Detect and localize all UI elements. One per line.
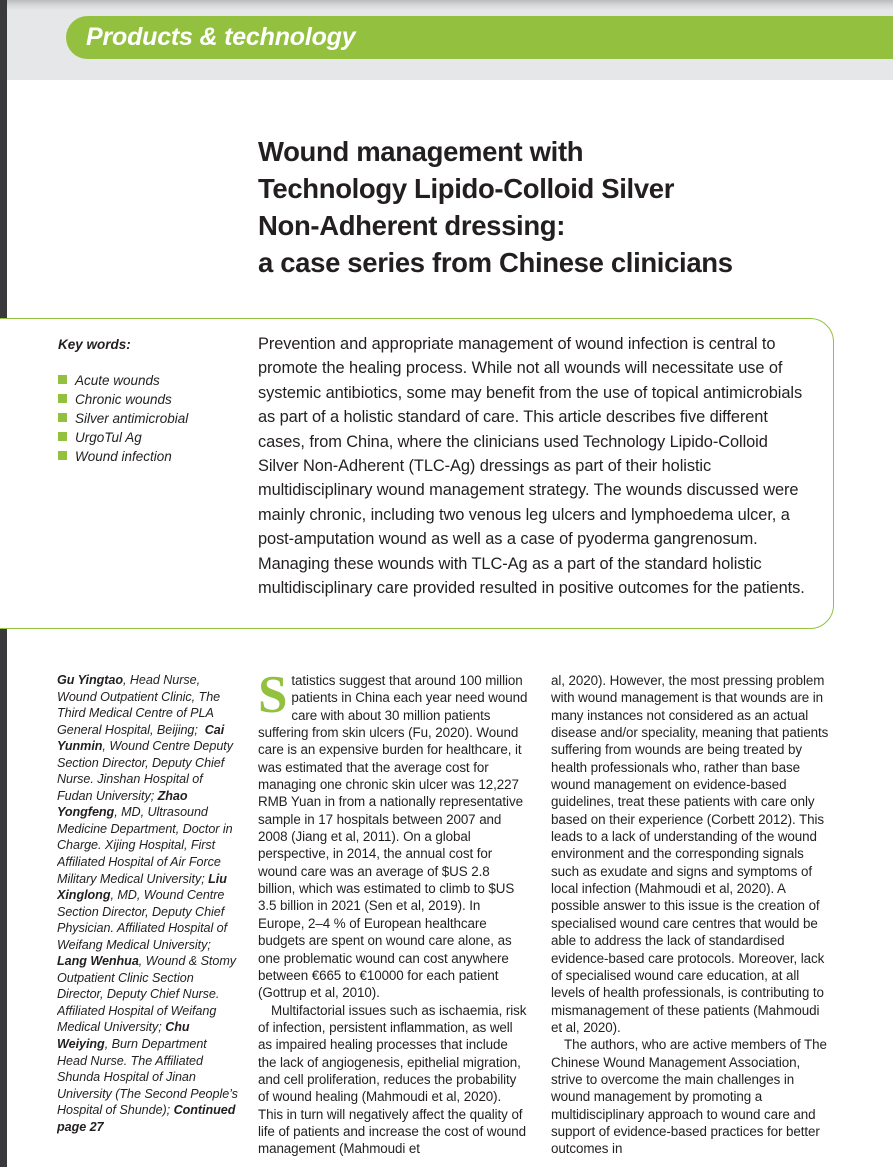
author-byline: Gu Yingtao, Head Nurse, Wound Outpatient Clinic, The Third Medical Centre of PLA General Hospital, Beijing; Cai Yunmin, Wound Centre Deputy Section Director, Deputy Chief Nurse. Jinshan Hospital of Fudan University; Zhao Yongfeng, MD, Ultrasound Medicine Department, Doctor in Charge. Xijing Hospital, First Affiliated Hospital of Air Force Military Medical University; Liu Xinglong, MD, Wound Centre Section Director, Deputy Chief Physician. Affiliated Hospital of Weifang Medical University; Lang Wenhua, Wound & Stomy Outpatient Clinic Section Director, Deputy Chief Nurse. Affiliated Hospital of Weifang Medical University; Chu Weiying, Burn Department Head Nurse. The Affiliated Shunda Hospital of Jinan University (The Second People’s Hospital of Shunde); Continued page 27 (57, 673, 238, 1134)
title-line-1: Wound management with (258, 136, 584, 167)
keywords-block (58, 337, 233, 468)
title-line-4: a case series from Chinese clinicians (258, 247, 733, 278)
square-bullet-icon (58, 375, 67, 384)
body-paragraph: Multifactorial issues such as ischaemia, risk of infection, persistent inflammation, as well as impaired healing processes that include the lack of angiogenesis, epithelial migration, and cell proliferation, reduces the probability of wound healing (Mahmoudi et al, 2020). This in turn will negatively affect the quality of life of patients and increase the cost of wound management (Mahmoudi et (258, 1002, 527, 1157)
title-line-2: Technology Lipido-Colloid Silver (258, 173, 675, 204)
body-paragraph (258, 672, 529, 1002)
keyword-label: Chronic wounds (75, 392, 172, 407)
masthead-shadow (7, 0, 893, 10)
keywords-list (58, 373, 233, 466)
keyword-label: Wound infection (75, 449, 172, 464)
title-line-3: Non-Adherent dressing: (258, 210, 566, 241)
list-item (58, 411, 233, 428)
drop-cap: S (258, 672, 288, 724)
body-column-1 (258, 672, 529, 1167)
keyword-label: Acute wounds (75, 373, 160, 388)
body-paragraph: al, 2020). However, the most pressing problem with wound management is that wounds are in many instances not considered as an actual disease and/or speciality, meaning that patients suffering from wounds are being treated by health professionals who, rather than base wound management on evidence-based guidelines, treat these patients with care only based on their experience (Corbett 2012). This leads to a lack of understanding of the wound environment and the corresponding signals such as exudate and signs and symptoms of local infection (Mahmoudi et al, 2020). A possible answer to this issue is the creation of specialised wound care centres that would be able to address the lack of standardised evidence-based care protocols. Moreover, lack of specialised wound care education, at all levels of health professionals, is contributing to mismanagement of these patients (Mahmoudi et al, 2020). (551, 673, 829, 1035)
article-columns (0, 672, 893, 1167)
square-bullet-icon (58, 413, 67, 422)
article-title-block (258, 133, 858, 281)
author-affiliations-column (57, 672, 239, 1167)
keyword-label: UrgoTul Ag (75, 430, 142, 445)
list-item (58, 392, 233, 409)
list-item (58, 373, 233, 390)
square-bullet-icon (58, 451, 67, 460)
keyword-label: Silver antimicrobial (75, 411, 189, 426)
page-title (258, 133, 858, 281)
body-paragraph: The authors, who are active members of The Chinese Wound Management Association, strive to overcome the main challenges in wound management by promoting a multidisciplinary approach to wound care and support of evidence-based practices for better outcomes in (551, 1037, 827, 1157)
list-item (58, 449, 233, 466)
keywords-heading: Key words: (58, 337, 131, 352)
section-header-label: Products & technology (86, 23, 356, 51)
abstract-panel (0, 318, 834, 629)
square-bullet-icon (58, 394, 67, 403)
square-bullet-icon (58, 432, 67, 441)
body-column-2 (551, 672, 834, 1167)
masthead-bar (7, 0, 893, 80)
abstract-text: Prevention and appropriate management of wound infection is central to promote the healing process. While not all wounds will necessitate use of systemic antibiotics, some may benefit from the use of topical antimicrobials as part of a holistic standard of care. This article describes five different cases, from China, where the clinicians used Technology Lipido-Colloid Silver Non-Adherent (TLC-Ag) dressings as part of their holistic multidisciplinary wound management strategy. The wounds discussed were mainly chronic, including two venous leg ulcers and lymphoedema ulcer, a post-amputation wound as well as a case of pyoderma gangrenosum. Managing these wounds with TLC-Ag as a part of the standard holistic multidisciplinary care provided resulted in positive outcomes for the patients. (258, 335, 805, 598)
list-item (58, 430, 233, 447)
body-paragraph-text: tatistics suggest that around 100 million patients in China each year need wound care with about 30 million patients suffering from skin ulcers (Fu, 2020). Wound care is an expensive burden for healthcare, it was estimated that the average cost for managing one chronic skin ulcer was 12,227 RMB Yuan in from a nationally representative sample in 17 hospitals between 2007 and 2008 (Jiang et al, 2011). On a global perspective, in 2014, the annual cost for wound care was an average of $US 2.8 billion, which was estimated to climb to $US 3.5 billion in 2021 (Sen et al, 2019). In Europe, 2–4 % of European healthcare budgets are spent on wound care alone, as one problematic wound can cost anywhere between €665 to €10000 for each patient (Gottrup et al, 2010). (258, 673, 528, 1001)
section-header-pill (66, 16, 893, 59)
